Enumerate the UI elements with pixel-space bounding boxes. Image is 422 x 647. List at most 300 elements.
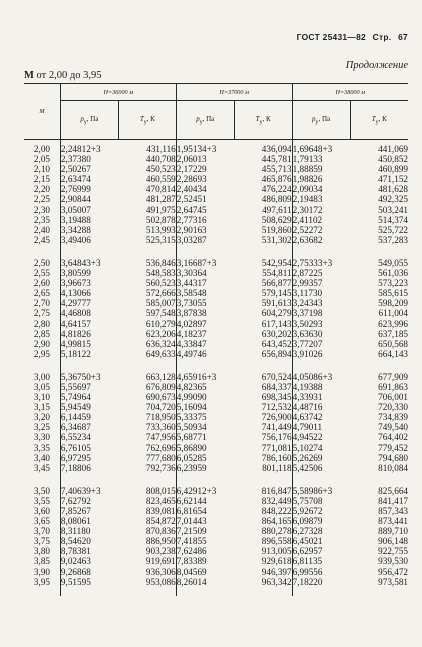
pressure-cell: 4,33847: [176, 339, 234, 349]
table-row: [24, 349, 408, 368]
table-row: [24, 184, 408, 194]
mach-cell: 3,15: [24, 402, 60, 412]
temperature-cell: 585,615: [378, 288, 408, 299]
mach-cell: 3,35: [24, 443, 60, 453]
pressure-cell: 2,77316: [176, 215, 234, 225]
mach-cell: 2,80: [24, 319, 60, 329]
table-row: [24, 382, 408, 392]
height-header-38000: H=38000 м: [292, 84, 408, 101]
temperature-cell: 841,417: [378, 495, 408, 506]
temperature-cell: 670,524: [261, 371, 292, 382]
pressure-cell: 6,45021: [292, 536, 350, 546]
mach-cell: 3,10: [24, 392, 60, 402]
temperature-cell: 549,055: [378, 257, 408, 268]
pressure-cell: 7,21509: [176, 526, 234, 536]
temperature-cell: 566,877: [261, 278, 292, 289]
table-row: [24, 205, 408, 215]
temperature-cell: 455,713: [261, 164, 292, 175]
temperature-cell: 854,872: [145, 516, 176, 527]
pressure-cell: 5,55697: [60, 381, 91, 392]
height-header-37000: H=37000 м: [176, 84, 292, 101]
temperature-cell: 460,899: [378, 164, 408, 175]
temperature-cell: 906,148: [378, 536, 408, 547]
temperature-cell: 650,568: [378, 338, 408, 349]
temperature-cell: 440,708: [145, 154, 176, 165]
temperature-cell: 502,878: [145, 214, 176, 225]
temperature-cell: 720,330: [378, 402, 408, 413]
mach-range-text: от 2,00 до 3,95: [36, 70, 102, 81]
temperature-cell: 445,781: [261, 154, 292, 165]
mach-cell: 2,85: [24, 329, 60, 339]
temperature-cell: 896,558: [261, 536, 292, 547]
table-row: [24, 463, 408, 482]
pressure-cell: 5,50934: [176, 422, 234, 432]
temperature-cell: 611,004: [378, 308, 408, 319]
height-header-row: [24, 84, 408, 101]
temperature-cell: 864,165: [261, 516, 292, 527]
pressure-cell: 4,99090: [176, 392, 234, 402]
mach-cell: 3,20: [24, 412, 60, 422]
temperature-cell: 936,306: [145, 566, 176, 577]
table-row: [24, 432, 408, 442]
pressure-cell: 5,10274: [292, 443, 350, 453]
pressure-cell: 3,34288: [60, 224, 91, 235]
pressure-cell: 5,75708: [292, 496, 350, 506]
pressure-cell: 5,18122: [60, 348, 91, 359]
temperature-cell: 579,145: [261, 288, 292, 299]
temperature-cell: 832,449: [261, 495, 292, 506]
table-row: [24, 412, 408, 422]
pressure-cell: 7,83389: [176, 556, 234, 566]
table-row: [24, 194, 408, 204]
table-row: [24, 556, 408, 566]
pressure-cell: 2,76999: [60, 184, 91, 195]
temperature-cell: 786,160: [261, 452, 292, 463]
pressure-cell: 3,80599: [60, 268, 91, 279]
pressure-cell: 4,33931: [292, 392, 350, 402]
table-row: [24, 164, 408, 174]
pressure-cell: 6,23959: [176, 463, 234, 482]
temperature-cell: 873,441: [378, 516, 408, 527]
pressure-cell: 3,49406: [60, 234, 91, 245]
temperature-cell: 465,876: [261, 174, 292, 185]
temperature-cell: 572,666: [145, 288, 176, 299]
continuation-label: Продолжение: [345, 60, 408, 71]
pressure-cell: 2,99357: [292, 278, 350, 288]
temperature-cell: 441,069: [378, 144, 408, 154]
pressure-cell: 2,63474: [60, 174, 91, 185]
temperature-cell: 486,809: [261, 194, 292, 205]
pressure-header: $p_у$, Па: [60, 101, 118, 140]
temperature-cell: 857,343: [378, 506, 408, 516]
temperature-cell: 585,007: [145, 298, 176, 309]
row-group: [24, 140, 408, 254]
table-row: [24, 402, 408, 412]
table-row: [24, 577, 408, 596]
pressure-cell: 4,48716: [292, 402, 350, 412]
pressure-cell: 4,63742: [292, 412, 350, 422]
pressure-cell: 2,52451: [176, 194, 234, 204]
mach-cell: 3,05: [24, 382, 60, 392]
temperature-cell: 704,720: [145, 402, 176, 413]
pressure-cell: 2,87225: [292, 268, 350, 278]
temperature-cell: 823,465: [145, 495, 176, 506]
pressure-cell: 5,16094: [176, 402, 234, 412]
pressure-cell: 7,40639+3: [60, 485, 101, 496]
pressure-cell: 6,27328: [292, 526, 350, 536]
temperature-cell: 663,128: [145, 371, 176, 382]
temperature-cell: 779,452: [378, 442, 408, 453]
temperature-cell: 450,852: [378, 154, 408, 165]
temperature-cell: 513,993: [145, 224, 176, 235]
temperature-cell: 922,755: [378, 546, 408, 557]
pressure-cell: 3,91026: [292, 349, 350, 368]
pressure-cell: 4,05086+3: [292, 368, 350, 382]
mach-cell: 2,45: [24, 235, 60, 254]
pressure-cell: 3,77207: [292, 339, 350, 349]
temperature-cell: 741,449: [261, 422, 292, 433]
table-row: [24, 443, 408, 453]
temperature-cell: 604,279: [261, 308, 292, 319]
pressure-cell: 2,75333+3: [292, 254, 350, 268]
table-row: [24, 278, 408, 288]
pressure-cell: 4,49746: [176, 349, 234, 368]
temperature-cell: 508,629: [261, 214, 292, 225]
pressure-cell: 3,63630: [292, 329, 350, 339]
mach-cell: 2,70: [24, 298, 60, 308]
temperature-cell: 491,975: [145, 204, 176, 215]
table-row: [24, 453, 408, 463]
temperature-cell: 677,909: [378, 371, 408, 382]
table-row: [24, 536, 408, 546]
temperature-cell: 481,287: [145, 194, 176, 205]
pressure-cell: 2,63682: [292, 235, 350, 254]
table-row: [24, 516, 408, 526]
pressure-cell: 4,99815: [60, 338, 91, 349]
pressure-cell: 3,64843+3: [60, 257, 101, 268]
mach-cell: 2,75: [24, 308, 60, 318]
row-group: [24, 482, 408, 596]
pressure-cell: 2,64745: [176, 205, 234, 215]
temperature-cell: 560,523: [145, 278, 176, 289]
page-number: 67: [398, 32, 408, 42]
temperature-cell: 676,809: [145, 381, 176, 392]
temperature-cell: 537,283: [378, 234, 408, 245]
temperature-cell: 481,628: [378, 184, 408, 195]
pressure-cell: 3,05007: [60, 204, 91, 215]
temperature-cell: 953,086: [145, 576, 176, 587]
table-row: [24, 567, 408, 577]
mach-cell: 2,30: [24, 205, 60, 215]
pressure-cell: 4,64157: [60, 318, 91, 329]
pressure-cell: 7,62486: [176, 546, 234, 556]
pressure-cell: 4,46808: [60, 308, 91, 319]
pressure-cell: 3,19488: [60, 214, 91, 225]
pressure-cell: 4,13066: [60, 288, 91, 299]
row-group: [24, 254, 408, 368]
temperature-cell: 777,680: [145, 452, 176, 463]
mach-cell: 2,60: [24, 278, 60, 288]
pressure-cell: 4,02897: [176, 319, 234, 329]
pressure-cell: 2,41102: [292, 215, 350, 225]
mach-cell: 2,20: [24, 184, 60, 194]
pressure-cell: 2,28693: [176, 174, 234, 184]
pressure-cell: 6,99556: [292, 567, 350, 577]
temperature-cell: 525,315: [145, 234, 176, 245]
pressure-cell: 3,50293: [292, 319, 350, 329]
table-row: [24, 225, 408, 235]
temperature-cell: 712,532: [261, 402, 292, 413]
temperature-cell: 726,900: [261, 412, 292, 423]
pressure-cell: 7,85267: [60, 506, 91, 516]
mach-cell: 3,00: [24, 368, 60, 382]
temperature-cell: 816,847: [261, 485, 292, 496]
mach-cell: 3,75: [24, 536, 60, 546]
temperature-cell: 880,278: [261, 526, 292, 537]
pressure-header: $p_у$, Па: [292, 101, 350, 140]
temperature-cell: 808,015: [145, 485, 176, 496]
temperature-cell: 762,696: [145, 442, 176, 453]
pressure-cell: 6,14459: [60, 412, 91, 423]
temperature-cell: 431,116: [146, 144, 176, 154]
temperature-cell: 691,863: [378, 381, 408, 392]
pressure-cell: 4,82365: [176, 382, 234, 392]
temperature-cell: 636,324: [145, 338, 176, 349]
pressure-cell: 2,40434: [176, 184, 234, 194]
pressure-cell: 6,62957: [292, 546, 350, 556]
pressure-cell: 7,01443: [176, 516, 234, 526]
pressure-cell: 9,02463: [60, 556, 91, 567]
mach-cell: 2,95: [24, 349, 60, 368]
temperature-cell: 623,206: [145, 328, 176, 339]
pressure-cell: 5,33375: [176, 412, 234, 422]
temperature-cell: 913,005: [261, 546, 292, 557]
temperature-cell: 718,950: [145, 412, 176, 423]
table-row: [24, 526, 408, 536]
pressure-cell: 4,29777: [60, 298, 91, 309]
temperature-cell: 870,836: [145, 526, 176, 537]
pressure-cell: 3,30364: [176, 268, 234, 278]
temperature-cell: 939,530: [378, 556, 408, 567]
table-row: [24, 308, 408, 318]
pressure-cell: 6,34687: [60, 422, 91, 433]
temperature-cell: 956,472: [378, 566, 408, 577]
temperature-cell: 963,342: [261, 576, 292, 587]
table-row: [24, 496, 408, 506]
pressure-cell: 6,55234: [60, 432, 91, 443]
page-header: [293, 32, 408, 42]
pressure-cell: 4,19388: [292, 382, 350, 392]
pressure-cell: 8,78381: [60, 546, 91, 557]
mach-cell: 2,15: [24, 174, 60, 184]
table-row: [24, 154, 408, 164]
table-row: [24, 506, 408, 516]
mach-cell: 2,55: [24, 268, 60, 278]
temperature-header: $T_у$, К: [234, 101, 292, 140]
pressure-cell: 4,94522: [292, 432, 350, 442]
pressure-cell: 2,19483: [292, 194, 350, 204]
mach-cell: 3,85: [24, 556, 60, 566]
table-row: [24, 319, 408, 329]
pressure-cell: 2,09034: [292, 184, 350, 194]
temperature-cell: 554,811: [262, 268, 292, 279]
table-row: [24, 254, 408, 268]
pressure-cell: 3,03287: [176, 235, 234, 254]
mach-column-header: М: [24, 84, 60, 140]
table-row: [24, 422, 408, 432]
pressure-cell: 1,69648+3: [292, 140, 350, 155]
temperature-cell: 450,523: [145, 164, 176, 175]
temperature-cell: 839,081: [145, 506, 176, 516]
temperature-cell: 690,673: [145, 392, 176, 403]
mach-range-symbol: М: [24, 70, 34, 81]
temperature-cell: 610,279: [145, 318, 176, 329]
pressure-cell: 5,92672: [292, 506, 350, 516]
temperature-cell: 664,143: [378, 348, 408, 359]
temperature-cell: 810,084: [378, 462, 408, 473]
temperature-cell: 733,360: [145, 422, 176, 433]
table-row: [24, 339, 408, 349]
pressure-cell: 9,51595: [60, 576, 91, 587]
temperature-cell: 591,613: [261, 298, 292, 309]
page-label: Стр.: [372, 32, 392, 42]
pressure-cell: 8,31180: [60, 526, 91, 537]
table-row: [24, 235, 408, 254]
temperature-cell: 643,452: [261, 338, 292, 349]
mach-cell: 3,30: [24, 432, 60, 442]
pressure-cell: 2,30172: [292, 205, 350, 215]
temperature-cell: 825,664: [378, 485, 408, 496]
subheader-row: [24, 101, 408, 140]
temperature-cell: 771,081: [261, 442, 292, 453]
pressure-cell: 5,58986+3: [292, 482, 350, 496]
mach-cell: 2,65: [24, 288, 60, 298]
temperature-cell: 929,618: [261, 556, 292, 567]
table-row: [24, 298, 408, 308]
pressure-cell: 5,36750+3: [60, 371, 101, 382]
pressure-cell: 3,37198: [292, 308, 350, 318]
pressure-cell: 3,58548: [176, 288, 234, 298]
pressure-cell: 7,62792: [60, 495, 91, 506]
mach-cell: 2,10: [24, 164, 60, 174]
mach-cell: 3,45: [24, 463, 60, 482]
pressure-cell: 1,79133: [292, 154, 350, 164]
temperature-cell: 706,001: [378, 392, 408, 403]
pressure-cell: 4,81826: [60, 328, 91, 339]
temperature-cell: 734,839: [378, 412, 408, 423]
temperature-header: $T_у$, К: [118, 101, 176, 140]
temperature-cell: 698,345: [261, 392, 292, 403]
pressure-cell: 7,18806: [60, 462, 91, 473]
temperature-cell: 561,036: [378, 268, 408, 279]
pressure-cell: 5,94549: [60, 402, 91, 413]
temperature-cell: 598,209: [378, 298, 408, 309]
pressure-cell: 4,79011: [292, 422, 350, 432]
height-header-36000: H=36000 м: [60, 84, 176, 101]
mach-cell: 3,95: [24, 577, 60, 596]
temperature-cell: 471,152: [378, 174, 408, 185]
pressure-cell: 6,81654: [176, 506, 234, 516]
pressure-cell: 4,65916+3: [176, 368, 234, 382]
temperature-cell: 536,846: [145, 257, 176, 268]
pressure-cell: 5,74964: [60, 392, 91, 403]
table-row: [24, 174, 408, 184]
pressure-cell: 6,81135: [292, 556, 350, 566]
temperature-cell: 542,954: [261, 257, 292, 268]
temperature-cell: 684,337: [261, 381, 292, 392]
pressure-cell: 2,90844: [60, 194, 91, 205]
pressure-cell: 3,24343: [292, 298, 350, 308]
pressure-header: $p_у$, Па: [176, 101, 234, 140]
pressure-cell: 6,42912+3: [176, 482, 234, 496]
mach-cell: 2,35: [24, 215, 60, 225]
mach-cell: 3,50: [24, 482, 60, 496]
temperature-cell: 525,722: [378, 224, 408, 235]
mach-cell: 3,80: [24, 546, 60, 556]
temperature-cell: 794,680: [378, 452, 408, 463]
mach-cell: 3,40: [24, 453, 60, 463]
temperature-cell: 946,397: [261, 566, 292, 577]
pressure-cell: 3,73055: [176, 298, 234, 308]
temperature-header: $T_у$, К: [350, 101, 408, 140]
pressure-cell: 6,97295: [60, 452, 91, 463]
pressure-cell: 8,26014: [176, 577, 234, 596]
pressure-cell: 3,11730: [292, 288, 350, 298]
temperature-cell: 973,581: [378, 576, 408, 587]
temperature-cell: 531,302: [261, 234, 292, 245]
pressure-cell: 8,54620: [60, 536, 91, 547]
temperature-cell: 919,691: [145, 556, 176, 567]
pressure-cell: 3,16687+3: [176, 254, 234, 268]
mach-cell: 2,05: [24, 154, 60, 164]
mach-range: [24, 70, 101, 81]
mach-cell: 3,60: [24, 506, 60, 516]
pressure-cell: 1,95134+3: [176, 140, 234, 155]
temperature-cell: 637,185: [378, 328, 408, 339]
pressure-cell: 6,05285: [176, 453, 234, 463]
pressure-cell: 2,52272: [292, 225, 350, 235]
temperature-cell: 514,374: [378, 214, 408, 225]
pressure-cell: 4,18237: [176, 329, 234, 339]
table-row: [24, 329, 408, 339]
temperature-cell: 492,325: [378, 194, 408, 205]
pressure-cell: 2,37380: [60, 154, 91, 165]
table-row: [24, 368, 408, 382]
pressure-cell: 2,06013: [176, 154, 234, 164]
pressure-cell: 9,26868: [60, 566, 91, 577]
temperature-cell: 460,559: [145, 174, 176, 185]
mach-cell: 2,50: [24, 254, 60, 268]
pressure-cell: 2,50267: [60, 164, 91, 175]
temperature-cell: 756,176: [261, 432, 292, 443]
table-row: [24, 392, 408, 402]
mach-cell: 3,70: [24, 526, 60, 536]
pressure-cell: 6,09879: [292, 516, 350, 526]
temperature-cell: 548,583: [145, 268, 176, 279]
pressure-cell: 7,41855: [176, 536, 234, 546]
temperature-cell: 848,222: [261, 506, 292, 516]
pressure-cell: 2,17229: [176, 164, 234, 174]
mach-cell: 2,25: [24, 194, 60, 204]
mach-cell: 3,25: [24, 422, 60, 432]
pressure-cell: 1,98826: [292, 174, 350, 184]
gost-number: ГОСТ 25431—82: [296, 32, 366, 42]
mach-cell: 2,40: [24, 225, 60, 235]
pressure-cell: 6,76105: [60, 442, 91, 453]
temperature-cell: 792,736: [145, 462, 176, 473]
temperature-cell: 497,611: [262, 204, 292, 215]
row-group: [24, 368, 408, 482]
